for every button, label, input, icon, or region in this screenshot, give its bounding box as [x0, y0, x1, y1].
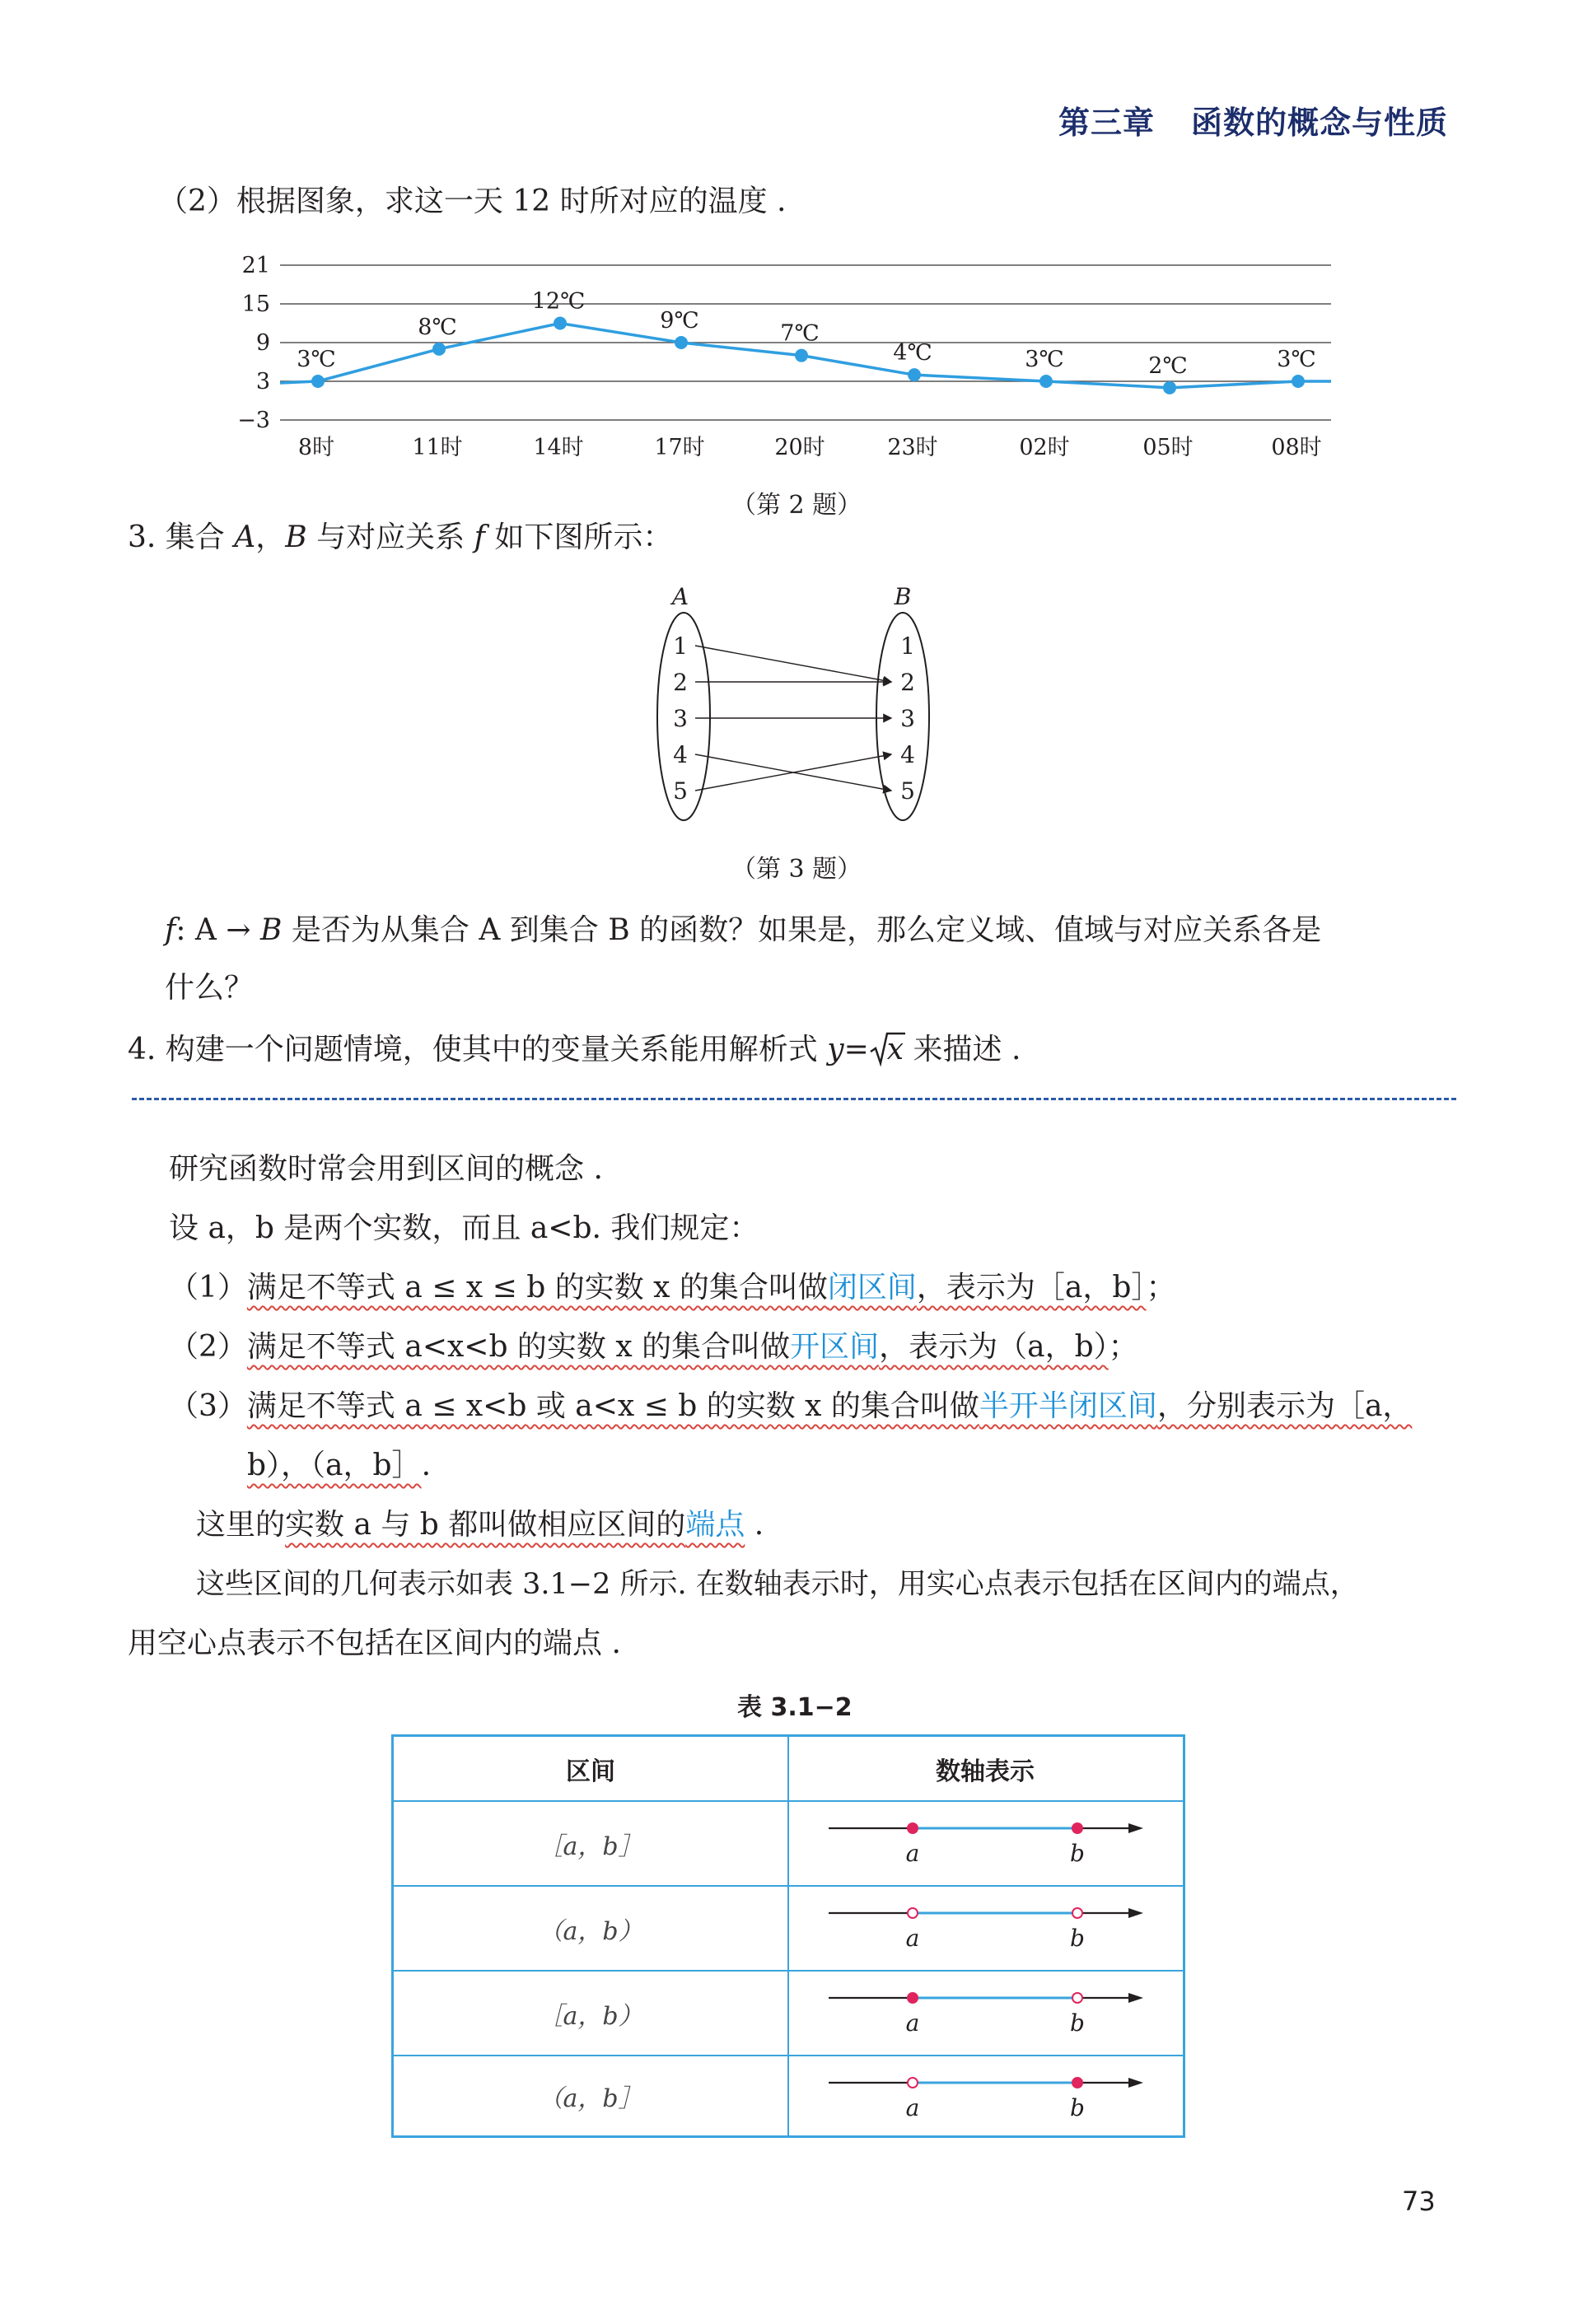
rule-2-condition: 满足不等式 a<x<b 的实数 x 的集合叫做 [246, 1330, 791, 1364]
endpoint-a-label: a [905, 1840, 920, 1867]
formula-x: x [886, 1033, 904, 1066]
data-label: 3℃ [297, 347, 336, 372]
endpoints-underlined [285, 1508, 745, 1542]
endpoint-b [1072, 2078, 1082, 2088]
rule-end: . [421, 1449, 432, 1482]
keyword-endpoint: 端点 [685, 1508, 745, 1542]
data-point [675, 336, 688, 349]
sqrt-sign-icon [869, 1030, 905, 1068]
arrow-text: → [216, 913, 260, 947]
x-tick-label: 20时 [774, 435, 825, 460]
question-4 [128, 1034, 1021, 1066]
set-a-text: : A [175, 913, 217, 947]
f-symbol: f [165, 913, 176, 947]
question-3-rest: 是否为从集合 A 到集合 B 的函数？如果是，那么定义域、值域与对应关系各是 [282, 913, 1322, 947]
set-b-symbol: B [285, 520, 307, 554]
data-label: 8℃ [418, 314, 457, 340]
endpoint-a-label: a [905, 2094, 920, 2121]
data-label: 3℃ [1277, 347, 1316, 372]
data-point [554, 317, 567, 330]
endpoint-b-label: b [1070, 2009, 1085, 2037]
table-row-interval: （a，b） [538, 1916, 643, 1946]
axis-arrow-icon [1128, 1823, 1143, 1833]
formula-y: y [827, 1033, 844, 1066]
number-line-closed [789, 1802, 1183, 1885]
number-line-right-closed [789, 2056, 1183, 2135]
set-a-element: 2 [673, 669, 688, 696]
endpoints-end: . [745, 1508, 764, 1542]
question-3-number: 3. 集合 [128, 520, 235, 554]
number-line-open [789, 1887, 1183, 1970]
question-3-intro [128, 521, 672, 554]
rule-2-notation: ，表示为（a，b） [879, 1330, 1109, 1364]
x-tick-label: 8时 [297, 435, 335, 460]
rule-3-underlined [247, 1389, 1413, 1423]
question-3-line1 [165, 914, 1321, 947]
x-tick-label: 11时 [412, 435, 463, 460]
sqrt-formula [869, 1034, 904, 1066]
endpoint-a-label: a [905, 1925, 920, 1952]
rule-1-underlined [247, 1271, 1147, 1304]
endpoint-a-label: a [905, 2009, 920, 2037]
mapping-arrow [695, 646, 891, 682]
set-a-element: 4 [673, 741, 688, 768]
question-3-line2: 什么？ [165, 971, 255, 1005]
rule-open-interval [169, 1331, 1138, 1364]
x-tick-label: 02时 [1019, 435, 1070, 460]
y-tick-label: 9 [255, 330, 270, 356]
intro-mid: 与对应关系 [306, 520, 474, 554]
endpoint-b [1072, 1993, 1082, 2003]
rule-number: （1） [169, 1271, 247, 1304]
set-a-element: 3 [673, 705, 688, 732]
endpoints-prefix: 这里的 [196, 1508, 286, 1542]
paragraph-geometric-line1: 这些区间的几何表示如表 3.1−2 所示. 在数轴表示时，用实心点表示包括在区间内的端点， [196, 1568, 1359, 1601]
y-tick-label: 3 [255, 369, 270, 394]
chapter-header [1058, 97, 1448, 142]
paragraph-interval-intro: 研究函数时常会用到区间的概念 . [169, 1152, 603, 1186]
data-label: 2℃ [1148, 352, 1188, 379]
set-b-element: 4 [900, 741, 915, 768]
rule-end: ； [1108, 1330, 1138, 1364]
table-header-interval: 区间 [566, 1757, 615, 1786]
set-b-element: 3 [900, 705, 915, 732]
comma: ， [255, 520, 286, 554]
data-label: 9℃ [660, 308, 699, 334]
x-tick-label: 08时 [1271, 435, 1322, 460]
rule-end: ； [1146, 1271, 1176, 1304]
data-point [1039, 375, 1053, 388]
intro-end: 如下图所示： [484, 520, 673, 554]
table-row-interval: ［a，b） [538, 2001, 643, 2031]
data-point [795, 349, 808, 362]
x-tick-label: 17时 [654, 435, 705, 460]
rule-1-notation: ，表示为［a，b］ [916, 1271, 1147, 1304]
page-number: 73 [1402, 2186, 1436, 2217]
y-tick-label: 15 [241, 292, 270, 317]
endpoint-b-label: b [1070, 1925, 1085, 1952]
keyword-closed-interval: 闭区间 [827, 1271, 917, 1304]
rule-half-open-interval [169, 1390, 1412, 1423]
set-a-label: A [671, 583, 689, 610]
diagram-caption: （第 3 题） [731, 855, 862, 884]
endpoint-a [908, 1823, 918, 1833]
y-tick-label: −3 [237, 408, 270, 433]
keyword-half-open-interval: 半开半闭区间 [979, 1389, 1157, 1423]
rule-3-continuation [247, 1449, 431, 1482]
set-a-element: 1 [673, 632, 688, 660]
endpoint-a [908, 1993, 918, 2003]
x-tick-label: 05时 [1142, 435, 1194, 460]
x-tick-label: 23时 [887, 435, 938, 460]
endpoint-b [1072, 1823, 1082, 1833]
set-b-symbol: B [259, 913, 283, 947]
endpoint-a [908, 2078, 918, 2088]
data-point [432, 343, 446, 356]
table-row-interval: ［a，b］ [538, 1832, 643, 1861]
rule-2-underlined [247, 1330, 1109, 1364]
paragraph-definitions-intro: 设 a，b 是两个实数，而且 a<b. 我们规定： [169, 1211, 759, 1245]
endpoint-b-label: b [1070, 1840, 1085, 1867]
paragraph-endpoints [196, 1509, 764, 1542]
axis-arrow-icon [1128, 2078, 1143, 2088]
endpoint-a [908, 1908, 918, 1918]
axis-arrow-icon [1128, 1908, 1143, 1918]
endpoint-b-label: b [1070, 2094, 1085, 2121]
data-label: 7℃ [780, 320, 820, 347]
rule-number: （2） [169, 1330, 247, 1364]
chart-caption: （第 2 题） [731, 491, 862, 520]
table-title: 表 3.1−2 [737, 1693, 853, 1722]
mapping-diagram [626, 576, 955, 840]
set-b-element: 1 [900, 632, 915, 660]
rule-3-notation: ，分别表示为［a， [1156, 1389, 1413, 1423]
endpoints-text: 实数 a 与 b 都叫做相应区间的 [285, 1508, 686, 1542]
rule-3-condition: 满足不等式 a ≤ x<b 或 a<x ≤ b 的实数 x 的集合叫做 [246, 1389, 979, 1423]
set-b-label: B [894, 583, 912, 610]
y-tick-label: 21 [241, 253, 270, 278]
table-header-numberline: 数轴表示 [936, 1757, 1035, 1786]
data-point [1292, 375, 1305, 388]
rule-1-condition: 满足不等式 a ≤ x ≤ b 的实数 x 的集合叫做 [246, 1271, 828, 1304]
set-a-symbol: A [234, 520, 256, 554]
data-point [908, 368, 921, 381]
section-divider [132, 1098, 1456, 1100]
set-b-element: 5 [900, 777, 915, 805]
data-point [311, 375, 325, 388]
chapter-number: 第三章 [1058, 105, 1155, 141]
rule-3-notation-cont: b），（a，b］ [247, 1449, 422, 1482]
number-line-left-closed [789, 1972, 1183, 2055]
data-label: 4℃ [893, 340, 932, 366]
set-a-element: 5 [673, 777, 688, 805]
chapter-title: 函数的概念与性质 [1190, 105, 1448, 141]
x-tick-label: 14时 [533, 435, 584, 460]
data-label: 12℃ [531, 288, 586, 315]
keyword-open-interval: 开区间 [790, 1330, 880, 1364]
rule-number: （3） [169, 1389, 247, 1423]
endpoint-b [1072, 1908, 1082, 1918]
paragraph-geometric-line2: 用空心点表示不包括在区间内的端点 . [128, 1626, 621, 1660]
question-4-prefix: 4. 构建一个问题情境，使其中的变量关系能用解析式 [128, 1033, 828, 1066]
temperature-line-chart [222, 247, 1359, 461]
set-b-element: 2 [900, 669, 915, 696]
question-2-text: （2）根据图象，求这一天 12 时所对应的温度 . [158, 184, 787, 218]
axis-arrow-icon [1128, 1993, 1143, 2003]
table-row-interval: （a，b］ [538, 2084, 643, 2113]
data-label: 3℃ [1025, 347, 1064, 372]
formula-eq: = [843, 1033, 869, 1066]
interval-table [391, 1734, 1185, 2138]
rule-closed-interval [169, 1272, 1175, 1304]
f-symbol: f [474, 520, 485, 554]
data-point [1163, 381, 1176, 394]
question-4-suffix: 来描述 . [904, 1033, 1021, 1066]
